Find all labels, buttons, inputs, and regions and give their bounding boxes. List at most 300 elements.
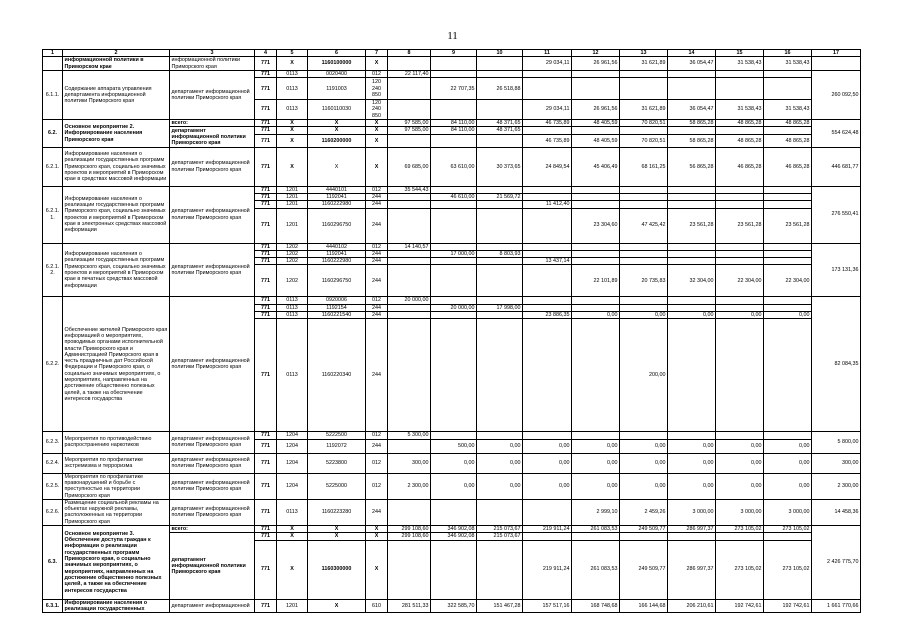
section-code: 0113 xyxy=(277,100,308,120)
year-amount xyxy=(431,243,477,250)
year-amount: 322 585,70 xyxy=(431,599,477,613)
year-amount: 192 742,61 xyxy=(764,599,812,613)
year-amount: 48 865,28 xyxy=(764,120,812,127)
year-amount xyxy=(388,78,431,100)
year-amount: 31 621,89 xyxy=(620,100,668,120)
year-amount xyxy=(388,258,431,265)
target-article-code: X xyxy=(308,526,366,533)
table-row xyxy=(43,120,861,127)
year-amount: 70 820,51 xyxy=(620,120,668,127)
year-amount: 97 585,00 xyxy=(388,120,431,127)
section-code: 0113 xyxy=(277,304,308,311)
year-amount xyxy=(620,297,668,304)
year-amount xyxy=(523,127,572,134)
year-amount xyxy=(620,127,668,134)
measure-name: Основное мероприятие 3. Обеспечение доступа граждан к информации о реализации государственных программ Приморского края, о социально значимых мероприятиях, о мероприятиях, направленных на достижение общественно полезных целей, а также на обеспечение интересов государства xyxy=(63,526,170,600)
column-header: 10 xyxy=(477,50,523,57)
year-amount xyxy=(620,304,668,311)
grbs-code: 771 xyxy=(255,134,277,147)
total-amount xyxy=(812,57,861,71)
measure-name: Размещение социальной рекламы на объектах наружной рекламы, расположенных на территории Приморского края xyxy=(63,499,170,525)
year-amount: 23 886,35 xyxy=(523,312,572,319)
year-amount: 0,00 xyxy=(764,473,812,499)
year-amount xyxy=(572,250,620,257)
row-number: 6.3. xyxy=(43,526,63,600)
table-body xyxy=(43,50,861,613)
total-amount: 446 681,77 xyxy=(812,147,861,186)
year-amount: 151 467,28 xyxy=(477,599,523,613)
expense-type-code: 012 xyxy=(366,297,388,304)
section-code: 1202 xyxy=(277,265,308,297)
section-code: 0113 xyxy=(277,499,308,525)
grbs-code: 771 xyxy=(255,100,277,120)
target-article-code: X xyxy=(308,120,366,127)
year-amount xyxy=(716,243,764,250)
table-row xyxy=(43,453,861,473)
year-amount xyxy=(388,57,431,71)
year-amount: 346 902,08 xyxy=(431,533,477,540)
year-amount: 11 412,40 xyxy=(523,201,572,208)
year-amount xyxy=(388,439,431,453)
expense-type-code: 120 240 850 xyxy=(366,78,388,100)
year-amount xyxy=(477,432,523,439)
year-amount xyxy=(477,201,523,208)
expense-type-code: 610 xyxy=(366,599,388,613)
year-amount xyxy=(572,78,620,100)
year-amount xyxy=(388,134,431,147)
measure-name: Содержание аппарата управления департамента информационной политики Приморского края xyxy=(63,70,170,119)
year-amount xyxy=(572,304,620,311)
year-amount: 0,00 xyxy=(523,453,572,473)
grbs-code: 771 xyxy=(255,127,277,134)
section-code: X xyxy=(277,147,308,186)
column-header: 2 xyxy=(63,50,170,57)
year-amount xyxy=(523,193,572,200)
year-amount: 192 742,61 xyxy=(716,599,764,613)
year-amount: 281 511,33 xyxy=(388,599,431,613)
responsible-executor: информационной политики Приморского края xyxy=(170,57,255,71)
measure-name: информационной политики в Приморском крае xyxy=(63,57,170,71)
year-amount xyxy=(431,208,477,243)
responsible-executor: департамент информационной политики Приморского края xyxy=(170,453,255,473)
measure-name: Обеспечение жителей Приморского края информацией о мероприятиях, проводимых органами исполнительной власти Приморского края и Администрацией Приморского края в честь праздничных дат Российской Федерации и Приморского края, о социально значимых мероприятиях, о мероприятиях, направленных на достижение общественно полезных целей, а также на обеспечение интересов государства xyxy=(63,297,170,432)
total-amount: 300,00 xyxy=(812,453,861,473)
year-amount xyxy=(620,533,668,540)
year-amount xyxy=(431,134,477,147)
total-amount: 276 550,41 xyxy=(812,186,861,243)
year-amount xyxy=(716,533,764,540)
year-amount xyxy=(764,186,812,193)
year-amount: 56 865,28 xyxy=(668,147,716,186)
year-amount xyxy=(388,265,431,297)
grbs-code: 771 xyxy=(255,70,277,77)
year-amount: 286 997,37 xyxy=(668,526,716,533)
year-amount xyxy=(668,533,716,540)
year-amount: 3 000,00 xyxy=(668,499,716,525)
year-amount xyxy=(523,533,572,540)
year-amount xyxy=(477,100,523,120)
section-code: 0113 xyxy=(277,70,308,77)
target-article-code: 4440102 xyxy=(308,243,366,250)
grbs-code: 771 xyxy=(255,473,277,499)
year-amount: 97 585,00 xyxy=(388,127,431,134)
responsible-executor: всего: xyxy=(170,120,255,127)
year-amount: 46 865,28 xyxy=(716,147,764,186)
year-amount xyxy=(668,432,716,439)
total-amount: 260 092,50 xyxy=(812,70,861,119)
year-amount: 3 000,00 xyxy=(764,499,812,525)
expense-type-code: X xyxy=(366,526,388,533)
year-amount: 0,00 xyxy=(620,453,668,473)
year-amount xyxy=(716,127,764,134)
responsible-executor: департамент информационной xyxy=(170,599,255,613)
measure-name: Информирование населения о реализации государственных xyxy=(63,599,170,613)
table-row xyxy=(43,599,861,613)
expense-type-code: 244 xyxy=(366,439,388,453)
year-amount xyxy=(572,533,620,540)
target-article-code: 1191003 xyxy=(308,78,366,100)
row-number: 6.2. xyxy=(43,120,63,148)
grbs-code: 771 xyxy=(255,193,277,200)
year-amount: 46 610,00 xyxy=(431,193,477,200)
target-article-code: 1160220340 xyxy=(308,319,366,432)
year-amount xyxy=(477,134,523,147)
year-amount: 299 108,60 xyxy=(388,533,431,540)
target-article-code: 1160300000 xyxy=(308,540,366,599)
year-amount xyxy=(388,250,431,257)
year-amount: 0,00 xyxy=(477,473,523,499)
year-amount xyxy=(764,250,812,257)
responsible-executor: департамент информационной политики Приморского края xyxy=(170,70,255,119)
year-amount: 48 865,28 xyxy=(764,134,812,147)
section-code: 0113 xyxy=(277,297,308,304)
year-amount xyxy=(477,265,523,297)
header-row xyxy=(43,50,861,57)
year-amount xyxy=(523,186,572,193)
year-amount xyxy=(431,70,477,77)
year-amount: 273 105,02 xyxy=(716,526,764,533)
column-header: 8 xyxy=(388,50,431,57)
expense-type-code: 244 xyxy=(366,304,388,311)
row-number: 6.2.3. xyxy=(43,432,63,453)
year-amount: 30 373,65 xyxy=(477,147,523,186)
grbs-code: 771 xyxy=(255,258,277,265)
year-amount: 22 304,00 xyxy=(716,265,764,297)
responsible-executor: департамент информационной политики Приморского края xyxy=(170,243,255,297)
year-amount: 200,00 xyxy=(620,319,668,432)
year-amount: 47 425,42 xyxy=(620,208,668,243)
section-code: 0113 xyxy=(277,78,308,100)
target-article-code: 5223800 xyxy=(308,453,366,473)
year-amount: 29 034,11 xyxy=(523,57,572,71)
year-amount xyxy=(388,319,431,432)
year-amount xyxy=(388,312,431,319)
year-amount: 48 405,59 xyxy=(572,134,620,147)
year-amount xyxy=(523,297,572,304)
year-amount xyxy=(764,432,812,439)
year-amount: 168 748,68 xyxy=(572,599,620,613)
target-article-code: 1160221540 xyxy=(308,312,366,319)
year-amount: 0,00 xyxy=(764,312,812,319)
year-amount xyxy=(523,432,572,439)
year-amount: 36 054,47 xyxy=(668,100,716,120)
grbs-code: 771 xyxy=(255,439,277,453)
year-amount: 261 083,53 xyxy=(572,526,620,533)
target-article-code: 1192041 xyxy=(308,250,366,257)
year-amount xyxy=(764,297,812,304)
year-amount: 2 300,00 xyxy=(388,473,431,499)
row-number: 6.1.1. xyxy=(43,70,63,119)
year-amount: 22 707,35 xyxy=(431,78,477,100)
year-amount: 84 110,00 xyxy=(431,120,477,127)
year-amount xyxy=(620,78,668,100)
target-article-code: 1192072 xyxy=(308,439,366,453)
table-row xyxy=(43,473,861,499)
year-amount: 157 517,16 xyxy=(523,599,572,613)
year-amount: 0,00 xyxy=(620,473,668,499)
year-amount xyxy=(523,70,572,77)
measure-name: Информирование населения о реализации государственных программ Приморского края, социально значимых проектов и мероприятий в Приморском крае в электронных средствах массовой информации xyxy=(63,186,170,243)
expense-type-code: 012 xyxy=(366,453,388,473)
expense-type-code: X xyxy=(366,134,388,147)
year-amount xyxy=(764,258,812,265)
row-number: 6.2.6. xyxy=(43,499,63,525)
year-amount xyxy=(668,297,716,304)
year-amount: 22 117,40 xyxy=(388,70,431,77)
expense-type-code: 244 xyxy=(366,319,388,432)
year-amount: 26 961,56 xyxy=(572,57,620,71)
year-amount: 46 865,28 xyxy=(764,147,812,186)
row-number: 6.2.1.1. xyxy=(43,186,63,243)
expense-type-code: X xyxy=(366,120,388,127)
section-code: 1201 xyxy=(277,208,308,243)
year-amount: 5 300,00 xyxy=(388,432,431,439)
year-amount: 31 538,43 xyxy=(764,100,812,120)
year-amount xyxy=(431,201,477,208)
column-header: 5 xyxy=(277,50,308,57)
year-amount xyxy=(388,100,431,120)
grbs-code: 771 xyxy=(255,57,277,71)
responsible-executor: департамент информационной политики Приморского края xyxy=(170,473,255,499)
year-amount xyxy=(477,70,523,77)
section-code: 1201 xyxy=(277,599,308,613)
year-amount: 0,00 xyxy=(716,473,764,499)
year-amount xyxy=(716,250,764,257)
section-code: X xyxy=(277,134,308,147)
year-amount: 249 509,77 xyxy=(620,540,668,599)
year-amount: 48 865,28 xyxy=(716,134,764,147)
year-amount xyxy=(716,258,764,265)
responsible-executor: департамент информационной политики Приморского края xyxy=(170,533,255,599)
year-amount xyxy=(764,70,812,77)
year-amount xyxy=(764,201,812,208)
year-amount: 299 108,60 xyxy=(388,526,431,533)
year-amount: 26 961,56 xyxy=(572,100,620,120)
expense-type-code: 244 xyxy=(366,258,388,265)
grbs-code: 771 xyxy=(255,120,277,127)
year-amount: 286 997,37 xyxy=(668,540,716,599)
year-amount xyxy=(620,193,668,200)
year-amount xyxy=(764,127,812,134)
year-amount xyxy=(716,304,764,311)
year-amount xyxy=(620,258,668,265)
target-article-code: 1192041 xyxy=(308,193,366,200)
year-amount: 249 509,77 xyxy=(620,526,668,533)
year-amount xyxy=(431,540,477,599)
year-amount: 0,00 xyxy=(431,473,477,499)
year-amount: 2 459,26 xyxy=(620,499,668,525)
year-amount xyxy=(431,297,477,304)
year-amount: 0,00 xyxy=(668,473,716,499)
year-amount xyxy=(668,250,716,257)
year-amount: 0,00 xyxy=(572,473,620,499)
year-amount xyxy=(431,100,477,120)
page-number: 11 xyxy=(447,30,458,42)
table-row xyxy=(43,186,861,193)
year-amount: 48 865,28 xyxy=(716,120,764,127)
year-amount: 0,00 xyxy=(716,439,764,453)
year-amount xyxy=(523,499,572,525)
year-amount: 206 210,61 xyxy=(668,599,716,613)
year-amount: 0,00 xyxy=(620,312,668,319)
target-article-code: 1160296750 xyxy=(308,265,366,297)
year-amount xyxy=(477,208,523,243)
budget-table xyxy=(42,49,861,613)
responsible-executor: департамент информационной политики Приморского края xyxy=(170,432,255,453)
year-amount xyxy=(523,250,572,257)
year-amount: 166 144,68 xyxy=(620,599,668,613)
year-amount: 63 610,00 xyxy=(431,147,477,186)
column-header: 13 xyxy=(620,50,668,57)
column-header: 7 xyxy=(366,50,388,57)
table-row xyxy=(43,57,861,71)
year-amount: 36 054,47 xyxy=(668,57,716,71)
row-number: 6.2.4. xyxy=(43,453,63,473)
section-code: 1202 xyxy=(277,258,308,265)
year-amount: 69 685,00 xyxy=(388,147,431,186)
table-row xyxy=(43,243,861,250)
expense-type-code: 244 xyxy=(366,312,388,319)
grbs-code: 771 xyxy=(255,599,277,613)
target-article-code: 0920006 xyxy=(308,297,366,304)
column-header: 11 xyxy=(523,50,572,57)
grbs-code: 771 xyxy=(255,297,277,304)
year-amount: 84 110,00 xyxy=(431,127,477,134)
section-code: 1201 xyxy=(277,193,308,200)
row-number: 6.2.1.2. xyxy=(43,243,63,297)
year-amount: 23 561,28 xyxy=(716,208,764,243)
year-amount xyxy=(477,297,523,304)
section-code: X xyxy=(277,57,308,71)
year-amount xyxy=(431,499,477,525)
year-amount xyxy=(523,243,572,250)
year-amount: 46 735,89 xyxy=(523,120,572,127)
year-amount xyxy=(716,201,764,208)
year-amount: 2 999,10 xyxy=(572,499,620,525)
year-amount xyxy=(572,258,620,265)
year-amount xyxy=(716,186,764,193)
year-amount: 0,00 xyxy=(764,439,812,453)
year-amount xyxy=(477,57,523,71)
grbs-code: 771 xyxy=(255,453,277,473)
year-amount: 3 000,00 xyxy=(716,499,764,525)
year-amount: 22 304,00 xyxy=(764,265,812,297)
year-amount: 24 849,54 xyxy=(523,147,572,186)
year-amount xyxy=(431,258,477,265)
year-amount xyxy=(477,319,523,432)
year-amount xyxy=(668,304,716,311)
year-amount xyxy=(668,193,716,200)
target-article-code: 1160110030 xyxy=(308,100,366,120)
year-amount xyxy=(388,208,431,243)
year-amount xyxy=(668,243,716,250)
year-amount: 31 621,89 xyxy=(620,57,668,71)
table-row xyxy=(43,297,861,304)
year-amount: 48 371,65 xyxy=(477,127,523,134)
target-article-code: 1160223280 xyxy=(308,499,366,525)
year-amount xyxy=(572,201,620,208)
row-number xyxy=(43,57,63,71)
year-amount: 20 735,83 xyxy=(620,265,668,297)
year-amount xyxy=(431,186,477,193)
section-code: 1204 xyxy=(277,473,308,499)
year-amount xyxy=(764,533,812,540)
total-amount: 82 084,35 xyxy=(812,297,861,432)
year-amount xyxy=(572,319,620,432)
year-amount: 0,00 xyxy=(668,453,716,473)
year-amount xyxy=(668,78,716,100)
grbs-code: 771 xyxy=(255,526,277,533)
year-amount: 29 034,11 xyxy=(523,100,572,120)
total-amount: 173 131,36 xyxy=(812,243,861,297)
responsible-executor: департамент информационной политики Приморского края xyxy=(170,499,255,525)
column-header: 17 xyxy=(812,50,861,57)
year-amount xyxy=(523,319,572,432)
year-amount xyxy=(388,193,431,200)
total-amount: 5 800,00 xyxy=(812,432,861,453)
year-amount: 31 538,43 xyxy=(716,100,764,120)
year-amount: 31 538,43 xyxy=(764,57,812,71)
target-article-code: 1160296750 xyxy=(308,208,366,243)
target-article-code: X xyxy=(308,147,366,186)
year-amount xyxy=(388,540,431,599)
year-amount: 0,00 xyxy=(477,453,523,473)
total-amount: 2 300,00 xyxy=(812,473,861,499)
year-amount: 70 820,51 xyxy=(620,134,668,147)
section-code: 0113 xyxy=(277,319,308,432)
section-code: X xyxy=(277,533,308,540)
expense-type-code: 012 xyxy=(366,432,388,439)
year-amount xyxy=(431,319,477,432)
year-amount xyxy=(716,70,764,77)
year-amount xyxy=(668,127,716,134)
year-amount: 14 140,57 xyxy=(388,243,431,250)
row-number: 6.2.2. xyxy=(43,297,63,432)
grbs-code: 771 xyxy=(255,533,277,540)
responsible-executor: департамент информационной политики Приморского края xyxy=(170,127,255,147)
target-article-code: X xyxy=(308,127,366,134)
target-article-code: 1160222980 xyxy=(308,201,366,208)
year-amount xyxy=(523,265,572,297)
year-amount xyxy=(620,201,668,208)
column-header: 3 xyxy=(170,50,255,57)
year-amount: 0,00 xyxy=(572,312,620,319)
measure-name: Мероприятия по профилактике правонарушений и борьбе с преступностью на территории Приморского края xyxy=(63,473,170,499)
year-amount: 48 405,59 xyxy=(572,120,620,127)
expense-type-code: 012 xyxy=(366,186,388,193)
year-amount: 58 865,28 xyxy=(668,120,716,127)
year-amount xyxy=(477,186,523,193)
